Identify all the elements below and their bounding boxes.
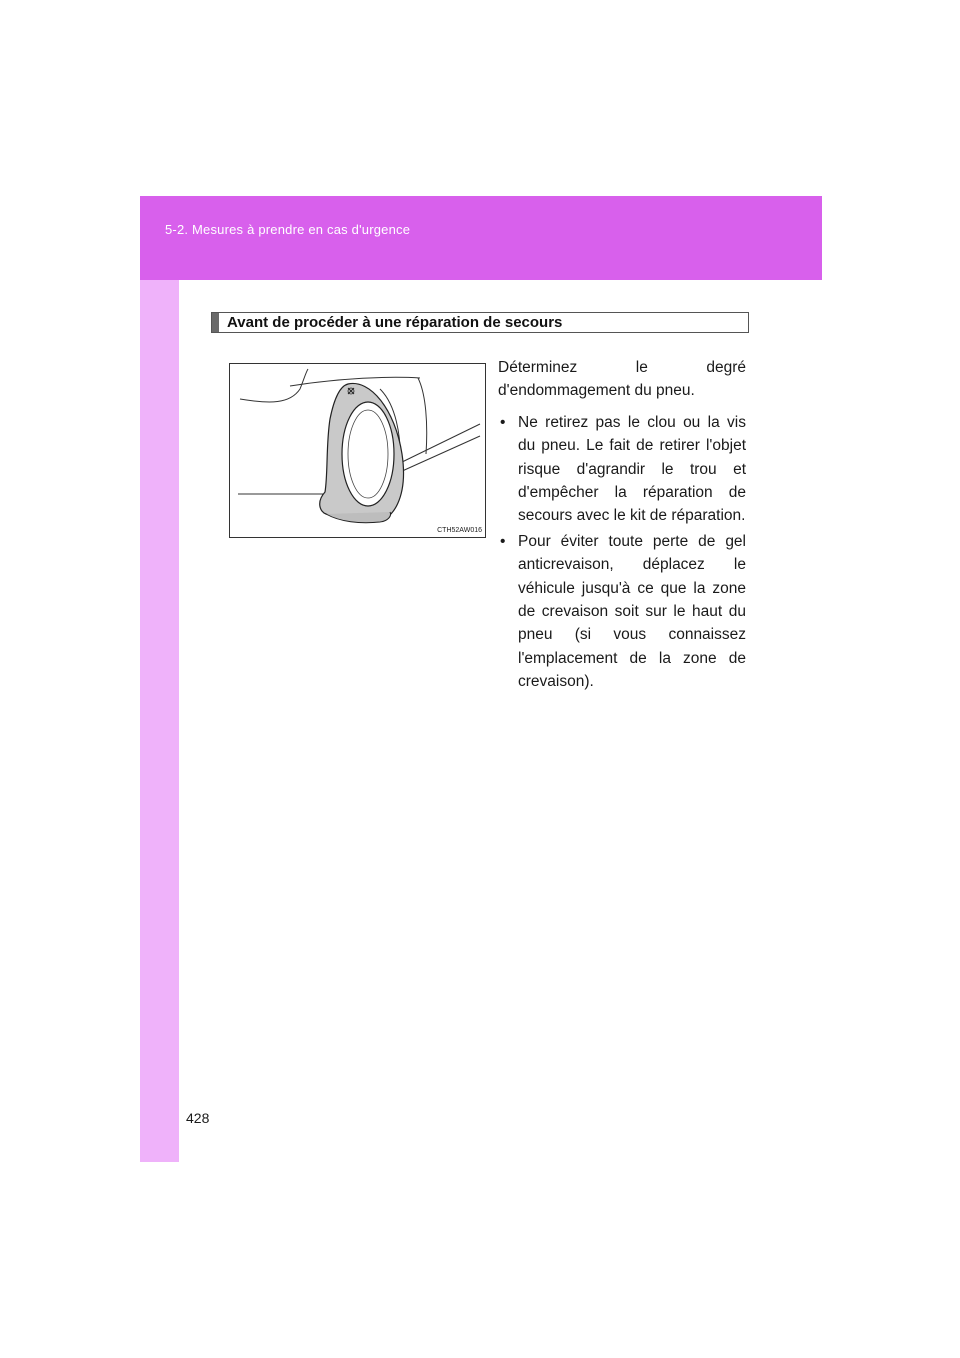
bullet-text: Ne retirez pas le clou ou la vis du pneu. Le fait de retirer l'objet risque d'agrandir le trou et d'empêcher la réparation de secours avec le kit de réparation. <box>518 413 746 525</box>
heading-marker <box>212 313 219 332</box>
bullet-text: Pour éviter toute perte de gel anticrevaison, déplacez le véhicule jusqu'à ce que la zone de crevaison soit sur le haut du pneu (si vous connaissez l'emplacement de la zone de crevaison). <box>518 532 746 691</box>
bullet-item <box>498 530 746 694</box>
intro-paragraph: Déterminez le degré d'endommagement du pneu. <box>498 359 746 400</box>
bullet-marker: • <box>500 532 506 550</box>
bullet-marker: • <box>500 413 506 431</box>
side-tab-band <box>140 280 179 1162</box>
header-band <box>140 196 822 280</box>
section-breadcrumb: 5-2. Mesures à prendre en cas d'urgence <box>165 222 411 237</box>
page-number: 428 <box>186 1110 210 1126</box>
tire-illustration <box>229 363 486 538</box>
section-heading <box>211 312 749 333</box>
figure-code: CTH52AW016 <box>437 527 482 534</box>
bullet-item <box>498 411 746 528</box>
instructions-text <box>498 356 746 696</box>
tire-drawing <box>230 364 486 538</box>
section-heading-text: Avant de procéder à une réparation de secours <box>227 314 563 331</box>
